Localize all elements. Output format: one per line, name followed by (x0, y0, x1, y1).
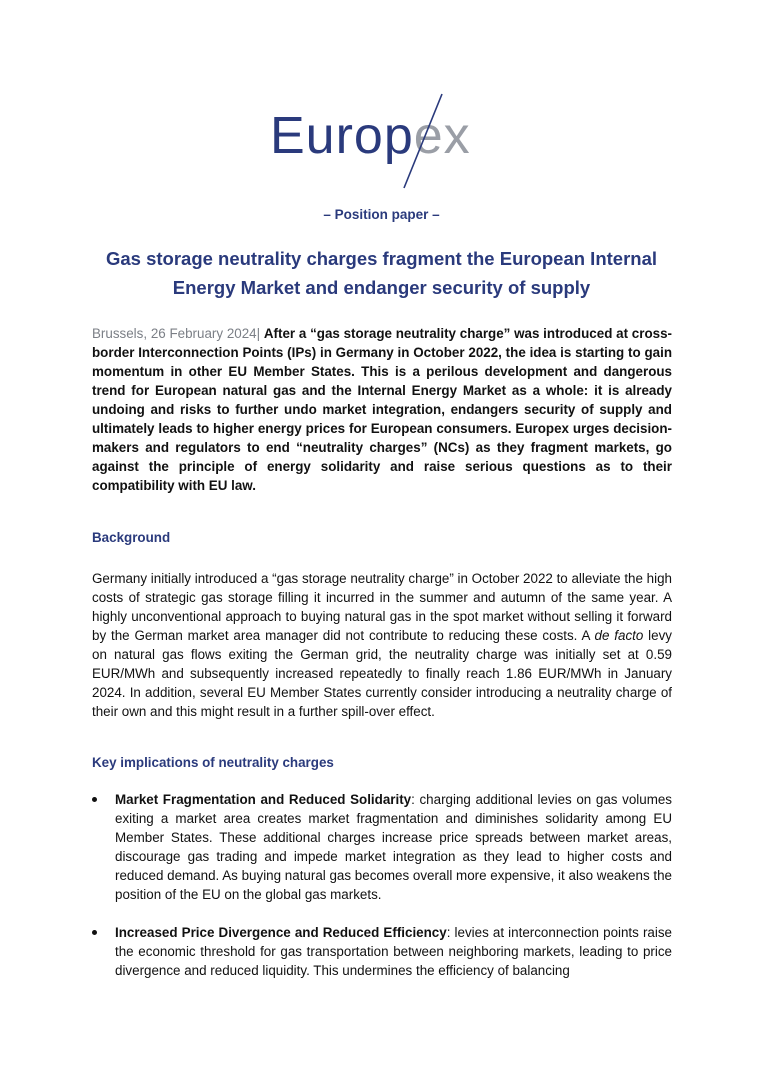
logo-slash-icon (388, 92, 448, 192)
background-text-part1: Germany initially introduced a “gas storage neutrality charge” in October 2022 to alleviate the high costs of strategic gas storage filling it incurred in the summer and autumn of the same year. A highly unconventional approach to buying natural gas in the spot market without selling it forward by the German market area manager did not contribute to reducing these costs. A (92, 571, 672, 643)
background-text-part2: levy on natural gas flows exiting the German grid, the neutrality charge was initially set at 0.59 EUR/MWh and subsequently increased repeatedly to finally reach 1.86 EUR/MWh in January 2024. In addition, several EU Member States currently consider introducing a neutrality charge of their own and this might result in a further spill-over effect. (92, 628, 672, 719)
bullet-icon (92, 930, 97, 935)
document-type-label: – Position paper – (323, 207, 440, 222)
bullet-lead: Increased Price Divergence and Reduced Efficiency (115, 925, 447, 940)
section-heading-implications: Key implications of neutrality charges (92, 755, 334, 770)
lead-paragraph (92, 324, 672, 495)
bullet-icon (92, 797, 97, 802)
background-paragraph (92, 569, 672, 721)
logo-text-accent: ex (413, 107, 471, 165)
lead-summary: After a “gas storage neutrality charge” was introduced at cross-border Interconnection Points (IPs) in Germany in October 2022, the idea is starting to gain momentum in other EU Member States. This is a perilous development and dangerous trend for European natural gas and the Internal Energy Market as a whole: it is already undoing and risks to further undo market integration, endangers security of supply and ultimately leads to higher energy prices for European consumers. Europex urges decision-makers and regulators to end “neutrality charges” (NCs) as they fragment markets, go against the principle of energy solidarity and raise serious questions as to their compatibility with EU law. (92, 326, 672, 493)
section-heading-background: Background (92, 530, 171, 545)
logo-text-main: Europ (270, 107, 414, 165)
implications-list (92, 790, 672, 999)
list-item (92, 790, 672, 904)
background-text-italic: de facto (594, 628, 644, 643)
dateline: Brussels, 26 February 2024| (92, 326, 261, 341)
page-title: Gas storage neutrality charges fragment the European Internal Energy Market and endanger security of supply (105, 248, 658, 298)
europex-logo (270, 92, 500, 192)
list-item (92, 923, 672, 980)
bullet-text: : charging additional levies on gas volumes exiting a market area creates market fragmentation and diminishes solidarity among EU Member States. These additional charges increase price spreads between market areas, discourage gas trading and impede market integration as they lead to higher costs and reduced demand. As buying natural gas becomes overall more expensive, it also weakens the position of the EU on the global gas markets. (115, 792, 672, 902)
bullet-lead: Market Fragmentation and Reduced Solidarity (115, 792, 412, 807)
bullet-text: : levies at interconnection points raise the economic threshold for gas transportation between neighboring markets, leading to price divergence and reduced liquidity. This undermines the efficiency of balancing (115, 925, 672, 978)
